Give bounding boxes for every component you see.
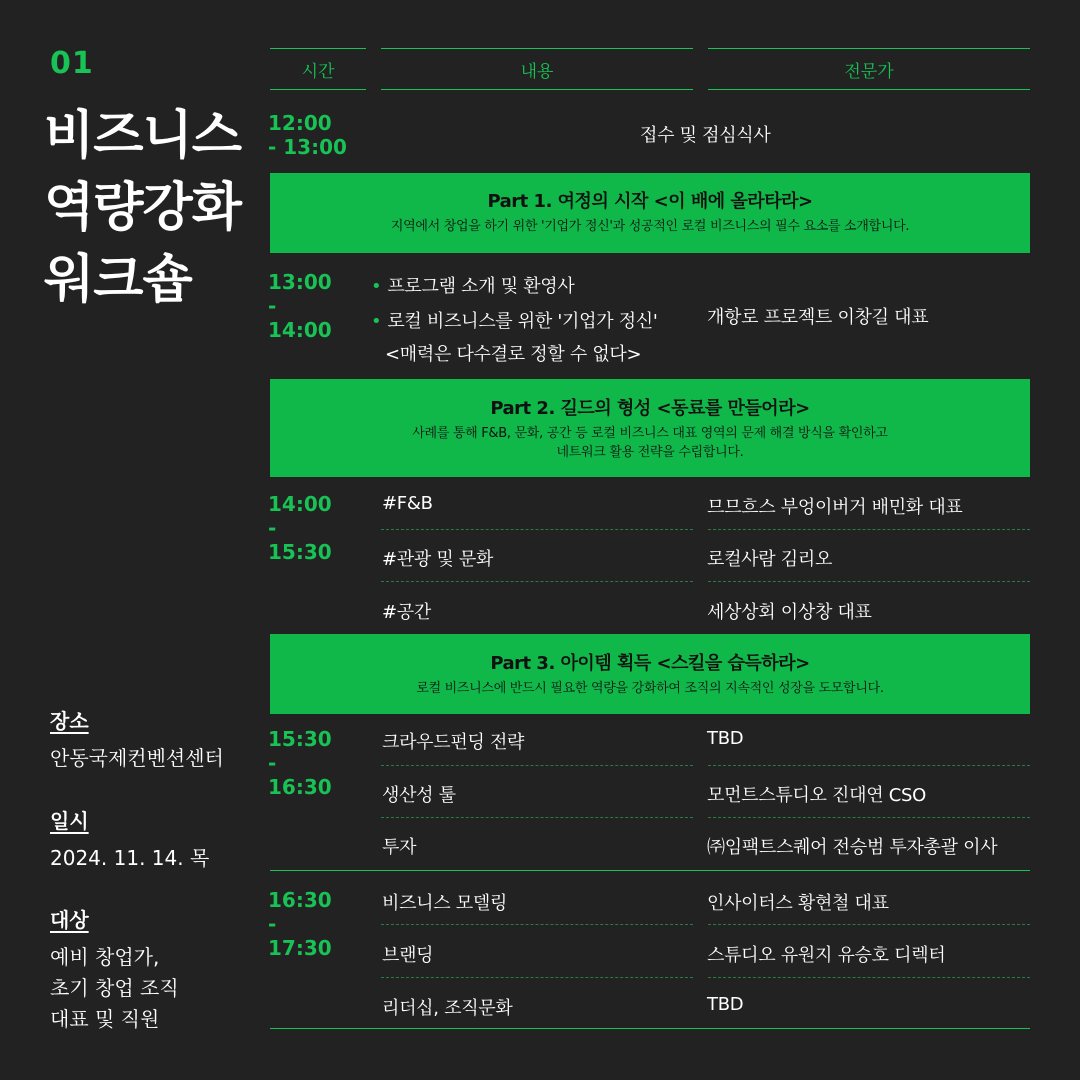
venue-value: 안동국제컨벤션센터 (50, 746, 224, 770)
title-line: 역량강화 (44, 178, 241, 238)
row-divider (708, 765, 1030, 766)
time-end: 14:00 (268, 318, 332, 342)
title-line: 비즈니스 (44, 106, 241, 166)
part-desc: 지역에서 창업을 하기 위한 '기업가 정신'과 성공적인 로컬 비즈니스의 필수 요소를 소개합니다. (390, 219, 910, 234)
row-divider (708, 581, 1030, 582)
session-topic: 크라우드펀딩 전략 (382, 732, 525, 753)
part-title: Part 3. 아이템 획득 <스킬을 습득하라> (490, 653, 810, 674)
title-line: 워크숍 (44, 250, 192, 310)
session-time (268, 270, 332, 342)
target-line: 예비 창업가, (50, 945, 160, 969)
table-bottom-border (270, 1028, 1030, 1029)
time-start: 14:00 (268, 492, 332, 516)
date-value: 2024. 11. 14. 목 (50, 846, 210, 870)
header-expert: 전문가 (708, 48, 1030, 90)
venue-block (50, 706, 224, 774)
page-title (44, 100, 241, 316)
part-desc: 네트워크 활용 전략을 수립합니다. (556, 445, 744, 460)
target-line: 초기 창업 조직 (50, 976, 179, 1000)
part-banner (270, 634, 1030, 714)
time-sep: - (268, 751, 277, 775)
reception-text: 접수 및 점심식사 (640, 125, 771, 146)
session-expert: 므므흐스 부엉이버거 배민화 대표 (707, 497, 963, 518)
session-item: • 로컬 비즈니스를 위한 '기업가 정신' (371, 307, 658, 333)
row-divider (708, 924, 1030, 925)
part-banner (270, 379, 1030, 477)
time-start: 13:00 (268, 270, 332, 294)
section-number: 01 (50, 46, 94, 81)
time-end: 15:30 (268, 540, 332, 564)
session-expert: 세상상회 이상창 대표 (707, 602, 872, 623)
header-content: 내용 (381, 48, 693, 90)
session-time (268, 727, 332, 799)
time-sep: - (268, 516, 277, 540)
time-end: 16:30 (268, 775, 332, 799)
row-divider (381, 977, 693, 978)
row-divider (708, 977, 1030, 978)
row-divider (381, 581, 693, 582)
row-divider (381, 529, 693, 530)
time-start: 16:30 (268, 888, 332, 912)
row-divider (381, 924, 693, 925)
part-title: Part 2. 길드의 형성 <동료를 만들어라> (490, 398, 810, 419)
time-start: 15:30 (268, 727, 332, 751)
reception-time (268, 111, 347, 159)
session-topic: 투자 (382, 837, 417, 858)
session-expert: TBD (707, 728, 744, 749)
session-divider (270, 870, 1030, 871)
target-line: 대표 및 직원 (50, 1007, 160, 1031)
time-sep: - (268, 912, 277, 936)
row-divider (381, 765, 693, 766)
part-desc: 로컬 비즈니스에 반드시 필요한 역량을 강화하여 조직의 지속적인 성장을 도모합니다. (416, 681, 884, 696)
time-end: 17:30 (268, 936, 332, 960)
session-item: • 프로그램 소개 및 환영사 (371, 272, 574, 298)
session-expert: 스튜디오 유원지 유승호 디렉터 (707, 945, 946, 966)
session-topic: #F&B (382, 493, 433, 514)
session-topic: 브랜딩 (382, 945, 434, 966)
time-sep: - (268, 294, 277, 318)
session-time (268, 492, 332, 564)
row-divider (381, 817, 693, 818)
target-block (50, 905, 179, 1035)
time-end: - 13:00 (268, 135, 347, 159)
session-topic: #관광 및 문화 (382, 549, 494, 570)
session-topic: 리더십, 조직문화 (382, 998, 513, 1019)
part-title: Part 1. 여정의 시작 <이 배에 올라타라> (487, 191, 813, 212)
session-expert: 개항로 프로젝트 이창길 대표 (707, 307, 929, 328)
time-start: 12:00 (268, 111, 332, 135)
session-expert: 인사이터스 황현철 대표 (707, 893, 889, 914)
target-label: 대상 (50, 908, 89, 932)
date-label: 일시 (50, 809, 89, 833)
session-item-subtitle: <매력은 다수결로 정할 수 없다> (385, 344, 642, 365)
row-divider (708, 529, 1030, 530)
session-expert: ㈜임팩트스퀘어 전승범 투자총괄 이사 (707, 837, 998, 858)
session-topic: 비즈니스 모델링 (382, 893, 508, 914)
session-topic: #공간 (382, 602, 431, 623)
session-expert: 모먼트스튜디오 진대연 CSO (707, 785, 926, 806)
session-expert: 로컬사람 김리오 (707, 549, 833, 570)
session-topic: 생산성 툴 (382, 785, 456, 806)
session-time (268, 888, 332, 960)
part-banner (270, 173, 1030, 253)
header-time: 시간 (270, 48, 366, 90)
row-divider (708, 817, 1030, 818)
part-desc: 사례를 통해 F&B, 문화, 공간 등 로컬 비즈니스 대표 영역의 문제 해결 방식을 확인하고 (412, 426, 888, 441)
date-block (50, 806, 209, 874)
venue-label: 장소 (50, 709, 89, 733)
session-expert: TBD (707, 994, 744, 1015)
